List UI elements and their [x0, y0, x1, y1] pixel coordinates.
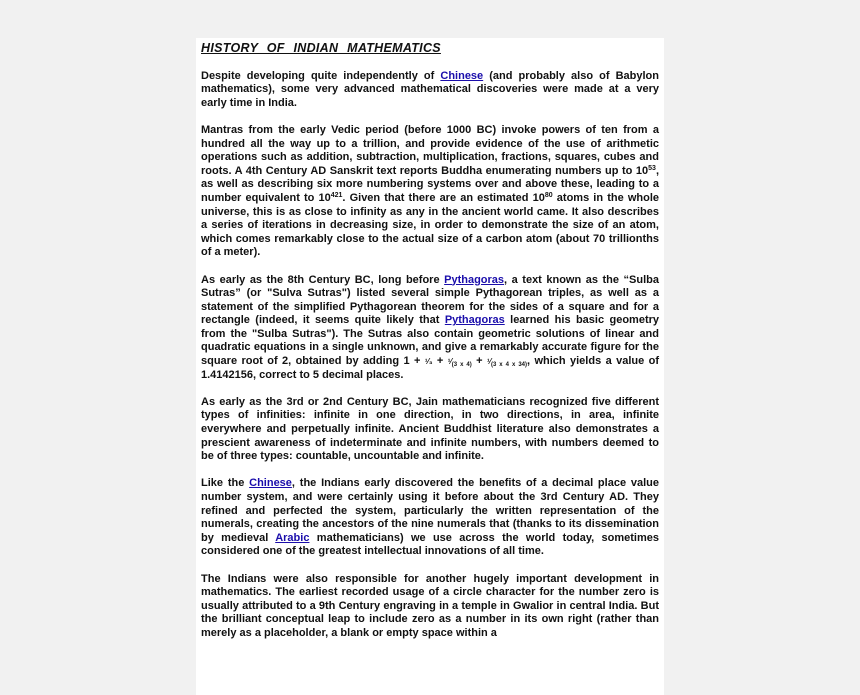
- link-arabic[interactable]: Arabic: [275, 531, 310, 544]
- text-run: atoms in the whole universe, this is as close to infinity as any in the ancient world came. It also describes a series of iterations in decreasing size, in order to demonstrate the size of an atom, which comes remarkably close to the actual size of a carbon atom (about 70 trillionths of a meter).: [201, 191, 659, 259]
- fraction: ¹⁄: [486, 357, 491, 367]
- document-body: [201, 38, 659, 654]
- paragraph-vedic: [201, 124, 659, 260]
- paragraph-sulba-sutras: [201, 274, 659, 383]
- paragraph-zero: The Indians were also responsible for another hugely important development in mathematics. The earliest recorded usage of a circle character for the number zero is usually attributed to a 9th Century engraving in a temple in Gwalior in central India. But the brilliant conceptual leap to include zero as a number in its own right (rather than merely as a placeholder, a blank or empty space within a: [201, 572, 659, 639]
- text-run: , as well as describing six more numbering systems over and above these, leading to a number equivalent to 10: [201, 164, 659, 204]
- fraction: ¹⁄₃: [424, 357, 433, 367]
- link-chinese[interactable]: Chinese: [440, 69, 484, 82]
- text-run: +: [432, 355, 448, 368]
- link-pythagoras[interactable]: Pythagoras: [444, 273, 505, 286]
- exponent: 421: [330, 191, 343, 199]
- text-run: Like the: [201, 477, 250, 490]
- exponent: 80: [544, 191, 553, 199]
- document-page: [196, 38, 664, 695]
- text-run: Despite developing quite independently of: [201, 69, 441, 82]
- text-run: (and probably also of Babylon mathematics), some very advanced mathematical discoveries were made at a very early time in India.: [201, 69, 659, 109]
- paragraph-decimal-system: [201, 477, 659, 559]
- text-run: As early as the 8th Century BC, long before: [201, 273, 445, 286]
- text-run: +: [471, 355, 487, 368]
- text-run: . Given that there are an estimated 10: [342, 191, 545, 204]
- text-run: , the Indians early discovered the benefits of a decimal place value number system, and were certainly using it before about the 3rd Century AD. They refined and perfected the system, particularly the written representation of the numerals, creating the ancestors of the nine numerals that (thanks to its dissemination by medieval: [201, 477, 659, 544]
- paragraph-jain: As early as the 3rd or 2nd Century BC, Jain mathematicians recognized five different types of infinities: infinite in one direction, in two directions, in area, infinite everywhere and perpetually infinite. Ancient Buddhist literature also demonstrates a prescient awareness of indeterminate and infinite numbers, with numbers deemed to be of three types: countable, uncountable and infinite.: [201, 395, 659, 463]
- text-run: Mantras from the early Vedic period (before 1000 BC) invoke powers of ten from a hundred all the way up to a trillion, and provide evidence of the use of arithmetic operations such as addition, subtraction, multiplication, fractions, squares, cubes and roots. A 4th Century AD Sanskrit text reports Buddha enumerating numbers up to 10: [201, 123, 659, 177]
- exponent: 53: [648, 164, 656, 172]
- text-run: mathematicians) we use across the world today, sometimes considered one of the greatest intellectual innovations of all time.: [201, 531, 659, 558]
- text-run: learned his basic geometry from the "Sulba Sutras"). The Sutras also contain geometric solutions of linear and quadratic equations in a single unknown, and give a remarkably accurate figure for the square root of 2, obtained by adding 1 +: [201, 314, 659, 368]
- fraction: ¹⁄: [447, 357, 452, 367]
- text-run: , a text known as the “Sulba Sutras” (or "Sulva Sutras") listed several simple Pythagorean triples, as well as a statement of the simplified Pythagorean theorem for the sides of a square and for a rectangle (indeed, it seems quite likely that: [201, 273, 659, 327]
- fraction-denominator: (3 x 4): [451, 362, 472, 369]
- fraction-denominator: (3 x 4 x 34): [490, 362, 527, 369]
- link-pythagoras-2[interactable]: Pythagoras: [444, 314, 505, 327]
- paragraph-intro: [201, 70, 659, 111]
- text-run: , which yields a value of 1.4142156, correct to 5 decimal places.: [201, 355, 659, 381]
- document-title: HISTORY OF INDIAN MATHEMATICS: [201, 41, 441, 55]
- link-chinese-2[interactable]: Chinese: [249, 477, 292, 490]
